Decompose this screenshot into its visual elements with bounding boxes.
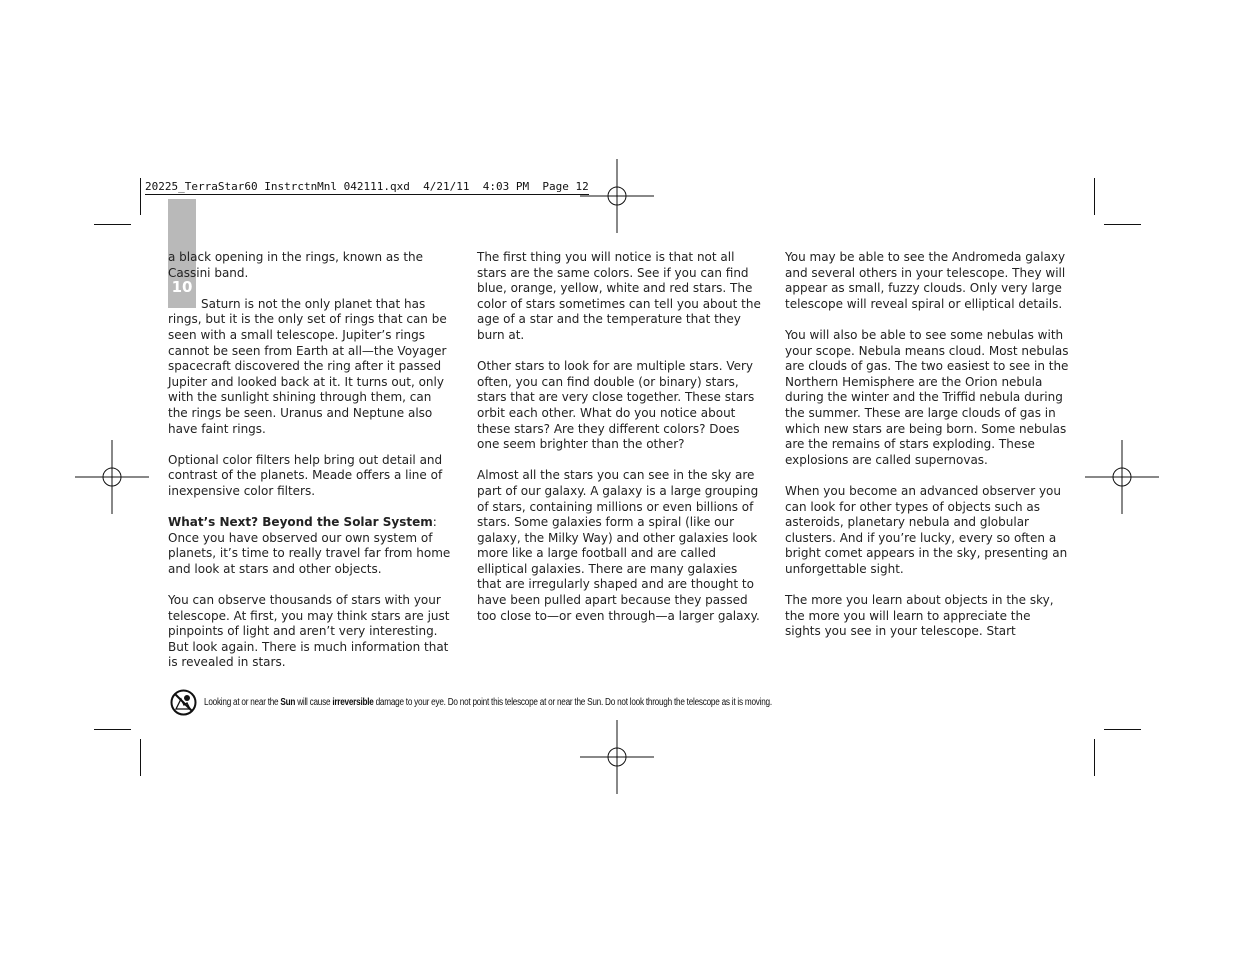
warning-text-part3: damage to your eye. Do not point this telescope at or near the Sun. Do not look through the telescope as it is moving. xyxy=(373,696,772,708)
paragraph-nebulas: You will also be able to see some nebulas with your scope. Nebula means cloud. Most nebulas are clouds of gas. The two easiest to see in the Northern Hemisphere are the Orion nebula during the winter and the Triffid nebula during the summer. These are large clouds of gas in which new stars are being born. Some nebulas are the remains of stars exploding. These explosions are called supernovas. xyxy=(785,327,1069,467)
paragraph-andromeda: You may be able to see the Andromeda galaxy and several others in your telescope. They will appear as small, fuzzy clouds. Only very large telescope will reveal spiral or elliptical details. xyxy=(785,250,1066,311)
warning-text-part1: Looking at or near the xyxy=(204,696,281,708)
registration-mark-right xyxy=(1085,440,1159,514)
text-column-1 xyxy=(168,250,452,687)
sun-warning xyxy=(170,688,897,716)
registration-mark-top xyxy=(580,159,654,233)
crop-mark-bottom-right-vertical xyxy=(1094,739,1095,776)
paragraph-learn-more: The more you learn about objects in the sky, the more you will learn to appreciate the sights you see in your telescope. Start xyxy=(785,593,1054,639)
crop-mark-bottom-left-horizontal xyxy=(94,729,131,730)
section-heading-colon: : xyxy=(432,515,437,530)
paragraph-star-colors: The first thing you will notice is that not all stars are the same colors. See if you can find blue, orange, yellow, white and red stars. The color of stars sometimes can tell you about the age of a star and the temperature that they burn at. xyxy=(477,250,761,342)
text-column-3 xyxy=(785,250,1069,655)
section-heading: What’s Next? Beyond the Solar System xyxy=(168,515,433,530)
registration-mark-bottom xyxy=(580,720,654,794)
paragraph-whats-next-body: Once you have observed our own system of planets, it’s time to really travel far from home and look at stars and other objects. xyxy=(168,530,451,576)
no-sun-viewing-icon xyxy=(170,689,197,716)
paragraph-multiple-stars: Other stars to look for are multiple stars. Very often, you can find double (or binary) stars, stars that are very close together. These stars orbit each other. What do you notice about these stars? Are they different colors? Does one seem brighter than the other? xyxy=(477,359,755,452)
warning-text xyxy=(204,697,772,708)
crop-mark-bottom-right-horizontal xyxy=(1104,729,1141,730)
paragraph-advanced-observer: When you become an advanced observer you can look for other types of objects such as asteroids, planetary nebula and globular clusters. And if you’re lucky, every so often a bright comet appears in the sky, presenting an unforgettable sight. xyxy=(785,483,1068,576)
crop-mark-top-right-vertical xyxy=(1094,178,1095,215)
paragraph-galaxies: Almost all the stars you can see in the sky are part of our galaxy. A galaxy is a large grouping of stars, containing millions or even billions of stars. Some galaxies form a spiral (like our galaxy, the Milky Way) and other galaxies look more like a large football and are called elliptical galaxies. There are many galaxies that are irregularly shaped and are thought to have been pulled apart because they passed too close to—or even through—a larger galaxy. xyxy=(477,468,760,623)
print-slug-line: 20225_TerraStar60 InstrctnMnl 042111.qxd 4/21/11 4:03 PM Page 12 xyxy=(145,180,589,193)
warning-text-part2: will cause xyxy=(295,696,333,708)
crop-mark-top-left-horizontal xyxy=(94,224,131,225)
crop-mark-top-right-horizontal xyxy=(1104,224,1141,225)
paragraph-saturn-rings: Saturn is not the only planet that has rings, but it is the only set of rings that can be seen with a small telescope. Jupiter’s rings cannot be seen from Earth at all—the Voyager spacecraft discovered the ring after it passed Jupiter and looked back at it. It turns out, only with the sunlight shining through them, can the rings be seen. Uranus and Neptune also have faint rings. xyxy=(168,296,447,436)
registration-mark-left xyxy=(75,440,149,514)
warning-sun: Sun xyxy=(280,696,296,708)
crop-mark-top-left-vertical xyxy=(140,178,141,215)
crop-mark-bottom-left-vertical xyxy=(140,739,141,776)
paragraph-color-filters: Optional color filters help bring out detail and contrast of the planets. Meade offers a line of inexpensive color filters. xyxy=(168,452,443,498)
paragraph-cassini: a black opening in the rings, known as the Cassini band. xyxy=(168,250,424,280)
text-column-2 xyxy=(477,250,761,640)
paragraph-observe-stars: You can observe thousands of stars with your telescope. At first, you may think stars are just pinpoints of light and aren’t very interesting. But look again. There is much information that is revealed in stars. xyxy=(168,593,450,670)
warning-irreversible: irreversible xyxy=(332,696,374,708)
paragraph-whats-next xyxy=(168,515,452,577)
page-number: 10 xyxy=(171,278,193,296)
